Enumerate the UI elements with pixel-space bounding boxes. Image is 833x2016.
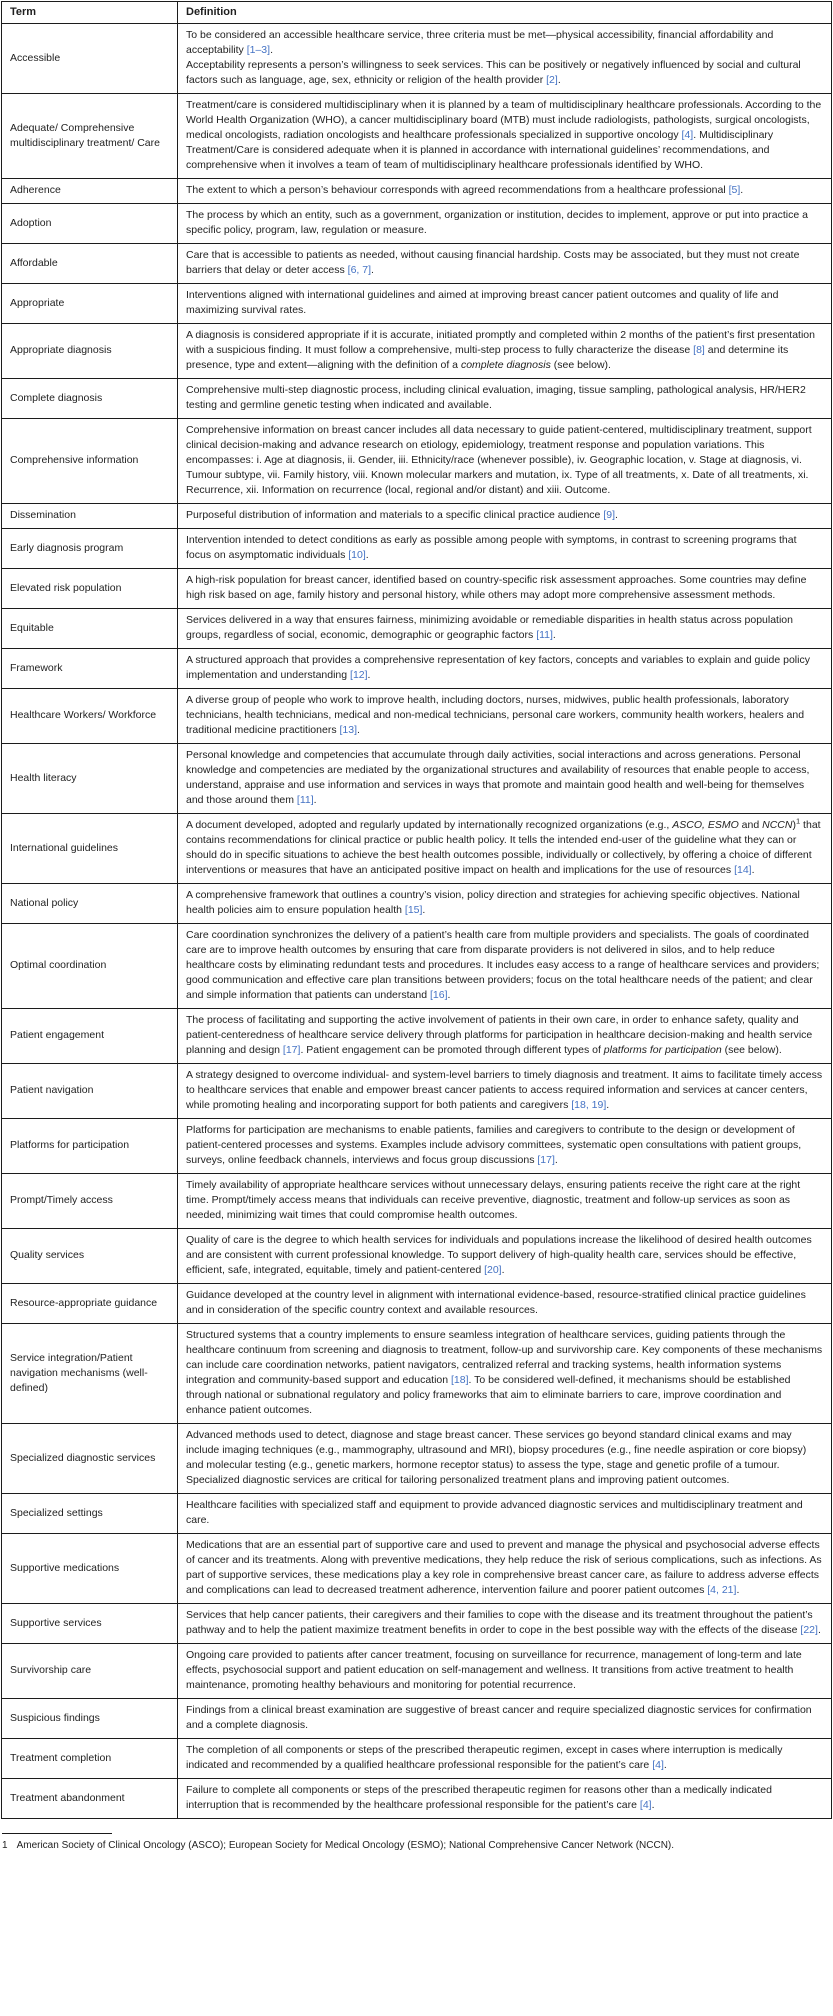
definition-text: Services delivered in a way that ensures fairness, minimizing avoidable or remediable disparities in health status across population groups, regardless of social, economic, demographic or geographic factors <box>186 614 793 641</box>
definition-cell <box>178 1324 832 1424</box>
definition-text: Care that is accessible to patients as needed, without causing financial hardship. Costs may be associated, but they must not create barriers that delay or deter access <box>186 249 800 276</box>
definition-text: and determine its presence, type and extent—aligning with the definition of a <box>186 344 789 371</box>
definition-text: Medications that are an essential part of supportive care and used to prevent and manage the physical and psychosocial adverse effects of cancer and its treatments. Along with preventive medications, they help reduce the risk of serious complications, such as infections. As part of supportive services, these medications play a key role in comprehensive breast cancer care, as failure to address adverse effects and complications can lead to decreased treatment adherence, intervention failure and poorer patient outcomes <box>186 1539 822 1596</box>
italic-text: complete diagnosis <box>460 359 551 371</box>
table-row <box>2 1229 832 1284</box>
citation-link[interactable]: [9] <box>603 509 615 521</box>
definition-cell <box>178 1174 832 1229</box>
definition-text: Failure to complete all components or steps of the prescribed therapeutic regimen for reasons other than a medically indicated interruption that is recommended by the healthcare professional responsible for the patient’s care <box>186 1784 772 1811</box>
term-cell: Adequate/ Comprehensive multidisciplinary treatment/ Care <box>2 94 178 179</box>
table-row <box>2 814 832 884</box>
definition-text: ) <box>792 819 796 831</box>
definition-cell <box>178 179 832 204</box>
term-cell: Optimal coordination <box>2 924 178 1009</box>
definition-cell <box>178 924 832 1009</box>
footnote-body-text: American Society of Clinical Oncology (ASCO); European Society for Medical Oncology (ESMO); National Comprehensive Cancer Network (NCCN). <box>16 1840 675 1851</box>
definition-text: . <box>557 74 561 86</box>
table-row <box>2 94 832 179</box>
definition-cell <box>178 884 832 924</box>
citation-link[interactable]: [15] <box>404 904 423 916</box>
definition-text: (see below). <box>721 1044 782 1056</box>
citation-link[interactable]: [2] <box>546 74 558 86</box>
table-row <box>2 744 832 814</box>
table-row <box>2 1699 832 1739</box>
citation-link[interactable]: [13] <box>339 724 358 736</box>
citation-link[interactable]: [18, 19] <box>571 1099 607 1111</box>
definition-cell <box>178 324 832 379</box>
citation-link[interactable]: [4] <box>681 129 694 141</box>
term-cell: Complete diagnosis <box>2 379 178 419</box>
table-row <box>2 569 832 609</box>
table-row <box>2 419 832 504</box>
table-row <box>2 884 832 924</box>
definition-text: Comprehensive multi-step diagnostic process, including clinical evaluation, imaging, tissue sampling, pathological analysis, HR/HER2 testing and germline genetic testing when indicated and available. <box>186 384 806 411</box>
citation-link[interactable]: [16] <box>429 989 448 1001</box>
definition-text: A high-risk population for breast cancer, identified based on country-specific risk assessment approaches. Some countries may define high risk based on age, family history and personal history, while others may adopt more comprehensive assessment methods. <box>186 574 807 601</box>
term-cell: Suspicious findings <box>2 1699 178 1739</box>
definition-text: Ongoing care provided to patients after cancer treatment, focusing on surveillance for recurrence, management of long-term and late effects, psychosocial support and patient education on self-management and wellness. It transitions from active treatment to health maintenance, promoting healthy behaviours and monitoring for potential recurrence. <box>186 1649 802 1691</box>
definition-text: A diagnosis is considered appropriate if it is accurate, initiated promptly and completed within 2 months of the patient’s first presentation with a suspicious finding. It must follow a comprehensive, multi-step process to fully characterize the disease <box>186 329 815 356</box>
table-row <box>2 179 832 204</box>
term-cell: International guidelines <box>2 814 178 884</box>
definition-cell <box>178 1009 832 1064</box>
definition-text: . <box>651 1799 655 1811</box>
definition-text: (see below). <box>550 359 611 371</box>
table-row <box>2 1424 832 1494</box>
term-cell: Comprehensive information <box>2 419 178 504</box>
definition-cell <box>178 1644 832 1699</box>
term-cell: Patient engagement <box>2 1009 178 1064</box>
definition-cell <box>178 94 832 179</box>
definition-text: Timely availability of appropriate healthcare services without unnecessary delays, ensuring patients receive the right care at the right time. Prompt/timely access means that individuals can receive preventive, diagnostic, treatment and follow-up services as soon as needed, minimizing wait times that could compromise health outcomes. <box>186 1179 801 1221</box>
definition-text: . <box>606 1099 610 1111</box>
definition-text: . <box>740 184 744 196</box>
term-cell: Specialized settings <box>2 1494 178 1534</box>
definition-text: Guidance developed at the country level in alignment with international evidence-based, resource-stratified clinical practice guidelines and in consideration of the specific country context and available resources. <box>186 1289 806 1316</box>
definition-text: . <box>615 509 618 521</box>
table-row <box>2 379 832 419</box>
footnote-reference-marker[interactable]: 1 <box>795 816 801 826</box>
definition-text: Healthcare facilities with specialized staff and equipment to provide advanced diagnostic services and multidisciplinary treatment and care. <box>186 1499 803 1526</box>
table-row <box>2 649 832 689</box>
citation-link[interactable]: [17] <box>537 1154 555 1166</box>
table-row <box>2 1644 832 1699</box>
definition-text: The extent to which a person’s behaviour corresponds with agreed recommendations from a healthcare professional <box>186 184 729 196</box>
definition-text: Personal knowledge and competencies that accumulate through daily activities, social interactions and across generations. Personal knowledge and competencies are mediated by the organizational structures and availability of resources that enable people to access, understand, appraise and use information and services in ways that promote and maintain good health and well-being for themselves and those around them <box>186 749 810 806</box>
term-cell: Dissemination <box>2 504 178 529</box>
definition-text: Treatment/care is considered multidisciplinary when it is planned by a team of multidisciplinary healthcare professionals. According to the World Health Organization (WHO), a cancer multidisciplinary board (MTB) must include radiologists, pathologists, surgical oncologists, medical oncologists, radiation oncologists and healthcare professionals specialized in supportive oncology <box>186 99 822 141</box>
table-row <box>2 284 832 324</box>
table-row <box>2 689 832 744</box>
definition-text: The process of facilitating and supporting the active involvement of patients in their own care, in order to enhance safety, quality and patient-centeredness of healthcare service delivery through platforms for participation in healthcare decision-making and health service planning and design <box>186 1014 813 1056</box>
term-cell: Early diagnosis program <box>2 529 178 569</box>
definition-text: . Multidisciplinary Treatment/Care is considered adequate when it is planned in accordance with international guidelines’ recommendations, and comprehensive when it involves a team of team of multidisciplinary healthcare professionals identified by WHO. <box>186 129 774 171</box>
term-cell: Treatment abandonment <box>2 1779 178 1819</box>
italic-text: platforms for participation <box>603 1044 722 1056</box>
term-cell: Appropriate diagnosis <box>2 324 178 379</box>
definition-text: . <box>447 989 451 1001</box>
definition-text: . <box>554 1154 558 1166</box>
citation-link[interactable]: [10] <box>348 549 366 561</box>
table-row <box>2 504 832 529</box>
definition-cell <box>178 1739 832 1779</box>
footnote <box>1 1833 832 1852</box>
term-cell: Service integration/Patient navigation mechanisms (well-defined) <box>2 1324 178 1424</box>
table-header-row <box>2 2 832 24</box>
term-cell: Accessible <box>2 24 178 94</box>
citation-link[interactable]: [4] <box>652 1759 664 1771</box>
definition-text: . <box>422 904 426 916</box>
term-cell: Resource-appropriate guidance <box>2 1284 178 1324</box>
definition-cell <box>178 379 832 419</box>
citation-link[interactable]: [4] <box>639 1799 652 1811</box>
definition-text: A strategy designed to overcome individual- and system-level barriers to timely diagnosis and treatment. It aims to facilitate timely access to healthcare services that enable and empower breast cancer patients to access required information and services at cancer centers, while promoting healing and incorporating support for both patients and caregivers <box>186 1069 823 1111</box>
term-cell: Adherence <box>2 179 178 204</box>
term-cell: Prompt/Timely access <box>2 1174 178 1229</box>
definition-text: Interventions aligned with international guidelines and aimed at improving breast cancer patient outcomes and quality of life and maximizing survival rates. <box>186 289 779 316</box>
citation-link[interactable]: [4, 21] <box>707 1584 737 1596</box>
definition-text: Comprehensive information on breast cancer includes all data necessary to guide patient-centered, multidisciplinary treatment, support clinical decision-making and advance research on etiology, epidemiology, treatment response and population variations. This encompasses: i. Age at diagnosis, ii. Gender, iii. Ethnicity/race (whenever possible), iv. Geographic location, v. Stage at diagnosis, vi. Tumour subtype, vii. Family history, viii. Known molecular markers and mutation, ix. Type of all treatments, x. Date of all treatments, xi. Recurrence, xii. Information on recurrence (local, regional and/or distant) and xiii. Outcome. <box>186 424 812 496</box>
definition-cell <box>178 1699 832 1739</box>
definition-text: Advanced methods used to detect, diagnose and stage breast cancer. These services go beyond standard clinical exams and may include imaging techniques (e.g., mammography, ultrasound and MRI), biopsy procedures (e.g., fine needle aspiration or core biopsy) and molecular testing (e.g., genetic markers, hormone receptor status) to assess the type, stage and genetic profile of a tumour. Specialized diagnostic services are critical for tailoring personalized treatment plans and improving patient outcomes. <box>186 1429 807 1486</box>
table-row <box>2 1534 832 1604</box>
term-cell: Affordable <box>2 244 178 284</box>
definition-text: To be considered an accessible healthcare service, three criteria must be met—physical accessibility, financial affordability and acceptability <box>186 29 774 56</box>
definition-text: The completion of all components or steps of the prescribed therapeutic regimen, except in cases where interruption is medically indicated and recommended by a qualified healthcare professional responsible for the patient’s care <box>186 1744 783 1771</box>
term-cell: Platforms for participation <box>2 1119 178 1174</box>
definition-cell <box>178 1229 832 1284</box>
definition-cell <box>178 1064 832 1119</box>
table-row <box>2 529 832 569</box>
table-row <box>2 1604 832 1644</box>
table-row <box>2 204 832 244</box>
definition-text: . Patient engagement can be promoted through different types of <box>300 1044 604 1056</box>
definition-text: Services that help cancer patients, their caregivers and their families to cope with the disease and its treatment throughout the patient’s pathway and to help the patient maximize treatment benefits in order to cope in the best possible way with the effects of the disease <box>186 1609 813 1636</box>
term-cell: Survivorship care <box>2 1644 178 1699</box>
term-cell: Treatment completion <box>2 1739 178 1779</box>
definition-text: Findings from a clinical breast examination are suggestive of breast cancer and require specialized diagnostic services for confirmation and a complete diagnosis. <box>186 1704 812 1731</box>
citation-link[interactable]: [5] <box>728 184 741 196</box>
definition-text: A diverse group of people who work to improve health, including doctors, nurses, midwives, public health professionals, laboratory technicians, health technicians, medical and non-medical technicians, personal care workers, community health workers, healers and traditional medicine practitioners <box>186 694 805 736</box>
term-cell: Adoption <box>2 204 178 244</box>
term-cell: National policy <box>2 884 178 924</box>
definition-cell <box>178 1424 832 1494</box>
definition-cell <box>178 569 832 609</box>
column-header-definition: Definition <box>178 2 832 24</box>
definition-text: . <box>552 629 556 641</box>
citation-link[interactable]: [22] <box>800 1624 818 1636</box>
term-cell: Equitable <box>2 609 178 649</box>
definition-cell <box>178 24 832 94</box>
table-row <box>2 24 832 94</box>
term-cell: Quality services <box>2 1229 178 1284</box>
definition-cell <box>178 1534 832 1604</box>
term-cell: Appropriate <box>2 284 178 324</box>
definition-text: A document developed, adopted and regularly updated by internationally recognized organizations (e.g., <box>186 819 673 831</box>
definition-text: . To be considered well-defined, it mechanisms should be established through national or subnational regulatory and policy frameworks that aim to eliminate barriers to care, improve coordination and enhance patient outcomes. <box>186 1374 791 1416</box>
citation-link[interactable]: [1–3] <box>246 44 271 56</box>
term-cell: Supportive services <box>2 1604 178 1644</box>
definition-cell <box>178 1604 832 1644</box>
table-row <box>2 1174 832 1229</box>
definition-text: . <box>751 864 755 876</box>
definition-text: Platforms for participation are mechanisms to enable patients, families and caregivers to contribute to the design or development of patient-centered processes and systems. Examples include advisory committees, systematic open consultations with patient groups, surveys, online feedback channels, interviews and focus group discussions <box>186 1124 802 1166</box>
definition-text: and <box>738 819 763 831</box>
footnote-number: 1 <box>2 1840 8 1851</box>
citation-link[interactable]: [6, 7] <box>347 264 372 276</box>
definition-cell <box>178 1779 832 1819</box>
definition-text: Intervention intended to detect conditions as early as possible among people with symptoms, in contrast to screening programs that focus on asymptomatic individuals <box>186 534 797 561</box>
definition-cell <box>178 1119 832 1174</box>
column-header-term: Term <box>2 2 178 24</box>
table-row <box>2 1119 832 1174</box>
definition-text: . <box>736 1584 740 1596</box>
definition-text: The process by which an entity, such as a government, organization or institution, decides to implement, approve or put into practice a specific policy, program, law, regulation or measure. <box>186 209 808 236</box>
term-cell: Specialized diagnostic services <box>2 1424 178 1494</box>
citation-link[interactable]: [17] <box>282 1044 301 1056</box>
definition-text: . <box>371 264 374 276</box>
citation-link[interactable]: [18] <box>451 1374 469 1386</box>
term-cell: Health literacy <box>2 744 178 814</box>
glossary-table <box>1 1 832 1819</box>
term-cell: Framework <box>2 649 178 689</box>
definition-text: . <box>367 669 371 681</box>
glossary-table-body <box>2 24 832 1819</box>
definition-text: that contains recommendations for clinical practice or public health policy. It tells the intended end-user of the guideline what they can or should do in specific situations to achieve the best health outcomes possible, individually or collectively, by offering a choice of different interventions or measures that have an anticipated positive impact on health and implications for the use of resources <box>186 819 821 876</box>
definition-cell <box>178 1494 832 1534</box>
term-cell: Patient navigation <box>2 1064 178 1119</box>
definition-cell <box>178 504 832 529</box>
citation-link[interactable]: [11] <box>536 629 553 641</box>
table-row <box>2 244 832 284</box>
citation-link[interactable]: [14] <box>734 864 752 876</box>
italic-text: ASCO, ESMO <box>672 819 739 831</box>
citation-link[interactable]: [20] <box>484 1264 502 1276</box>
definition-text: Acceptability represents a person’s willingness to seek services. This can be positively or negatively influenced by social and cultural factors such as language, age, sex, ethnicity or religion of the health provider <box>186 59 801 86</box>
table-row <box>2 324 832 379</box>
definition-cell <box>178 419 832 504</box>
definition-text: Care coordination synchronizes the delivery of a patient’s health care from multiple providers and specialists. The goals of coordinated care are to improve health outcomes by ensuring that care from disparate providers is not delivered in silos, and to help reduce healthcare costs by eliminating redundant tests and procedures. It includes easy access to a range of healthcare services and providers; good communication and effective care plan transitions between providers; focus on the total healthcare needs of the patient; and clear and simple information that patients can understand <box>186 929 820 1001</box>
definition-text: . <box>501 1264 505 1276</box>
table-row <box>2 1779 832 1819</box>
definition-text: A comprehensive framework that outlines a country’s vision, policy direction and strategies for achieving specific objectives. National health policies aim to ensure population health <box>186 889 800 916</box>
definition-text: . <box>313 794 317 806</box>
definition-cell <box>178 244 832 284</box>
definition-text: Purposeful distribution of information and materials to a specific clinical practice audience <box>186 509 604 521</box>
definition-text: . <box>663 1759 667 1771</box>
table-row <box>2 1009 832 1064</box>
definition-cell <box>178 689 832 744</box>
definition-cell <box>178 744 832 814</box>
definition-cell <box>178 1284 832 1324</box>
italic-text: NCCN <box>762 819 793 831</box>
term-cell: Healthcare Workers/ Workforce <box>2 689 178 744</box>
definition-text: Structured systems that a country implements to ensure seamless integration of healthcare services, guiding patients through the healthcare continuum from screening and diagnosis to treatment, follow-up and survivorship care. Key components of these mechanisms can include care coordination networks, patient navigators, centralized referral and tracking systems, health information systems integration and community-based support and education <box>186 1329 823 1386</box>
definition-text: Quality of care is the degree to which health services for individuals and populations increase the likelihood of desired health outcomes and are consistent with current professional knowledge. To support delivery of high-quality health care, services should be effective, efficient, safe, integrated, equitable, timely and patient-centered <box>186 1234 812 1276</box>
definition-cell <box>178 814 832 884</box>
table-row <box>2 924 832 1009</box>
term-cell: Elevated risk population <box>2 569 178 609</box>
citation-link[interactable]: [8] <box>693 344 705 356</box>
definition-cell <box>178 649 832 689</box>
term-cell: Supportive medications <box>2 1534 178 1604</box>
table-row <box>2 609 832 649</box>
definition-text: . <box>817 1624 821 1636</box>
table-row <box>2 1284 832 1324</box>
definition-cell <box>178 204 832 244</box>
table-row <box>2 1064 832 1119</box>
definition-cell <box>178 609 832 649</box>
definition-cell <box>178 529 832 569</box>
table-row <box>2 1494 832 1534</box>
definition-text: . <box>357 724 360 736</box>
definition-cell <box>178 284 832 324</box>
footnote-divider <box>2 1833 112 1834</box>
citation-link[interactable]: [11] <box>296 794 314 806</box>
definition-text: A structured approach that provides a comprehensive representation of key factors, concepts and variables to explain and guide policy implementation and understanding <box>186 654 810 681</box>
table-row <box>2 1324 832 1424</box>
table-row <box>2 1739 832 1779</box>
definition-text: . <box>270 44 273 56</box>
citation-link[interactable]: [12] <box>350 669 368 681</box>
definition-text: . <box>365 549 369 561</box>
